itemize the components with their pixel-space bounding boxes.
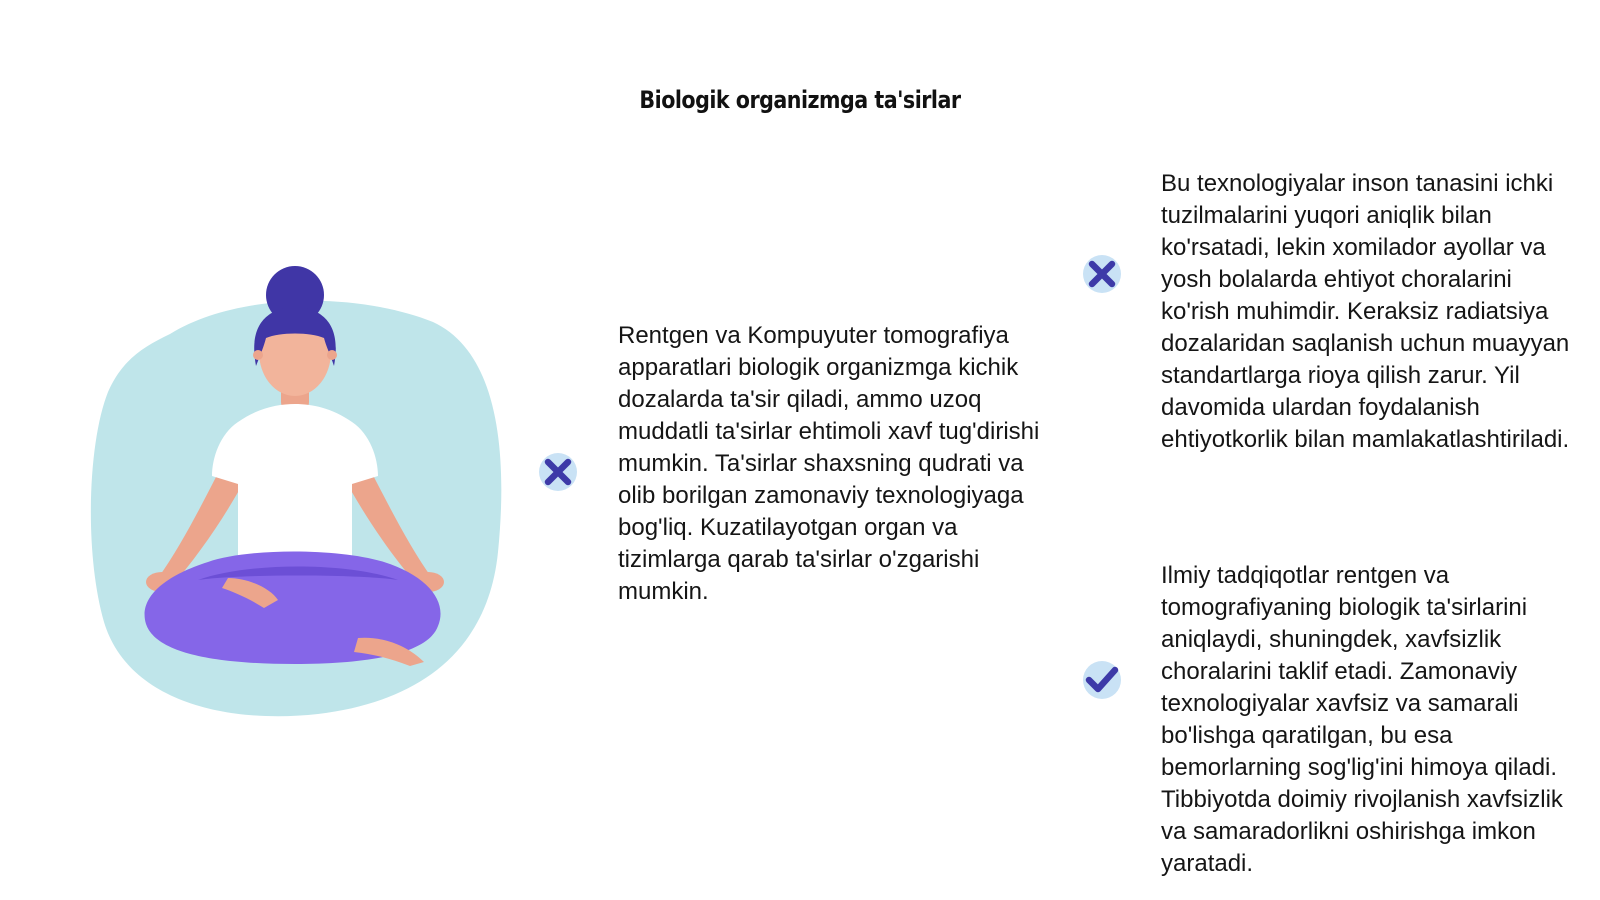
item-text-precautions: Bu texnologiyalar inson tanasini ichki tuzilmalarini yuqori aniqlik bilan ko'rsatadi, lekin xomilador ayollar va yosh bolalarda ehtiyot choralarini ko'rish muhimdir. Keraksiz radiatsiya dozalaridan saqlanish uchun muayyan standartlarga rioya qilish zarur. Yil davomida ulardan foydalanish ehtiyotkorlik bilan mamlakatlashtiriladi. bbox=[1161, 170, 1570, 453]
item-text-radiation-effects: Rentgen va Kompuyuter tomografiya apparatlari biologik organizmga kichik dozalarda ta'sir qiladi, ammo uzoq muddatli ta'sirlar ehtimoli xavf tug'dirishi mumkin. Ta'sirlar shaxsning qudrati va olib borilgan zamonaviy texnologiyaga bog'liq. Kuzatilayotgan organ va tizimlarga qarab ta'sirlar o'zgarishi mumkin. bbox=[618, 322, 1040, 605]
slide-title: Biologik organizmga ta'sirlar bbox=[639, 86, 961, 114]
cross-icon bbox=[536, 450, 580, 494]
cross-icon bbox=[1080, 252, 1124, 296]
item-text-research-safety: Ilmiy tadqiqotlar rentgen va tomografiyaning biologik ta'sirlarini aniqlaydi, shuningdek, xavfsizlik choralarini taklif etadi. Zamonaviy texnologiyalar xavfsiz va samarali bo'lishga qaratilgan, bu esa bemorlarning sog'lig'ini himoya qiladi. Tibbiyotda doimiy rivojlanish xavfsizlik va samaradorlikni oshirishga imkon yaratadi. bbox=[1161, 562, 1563, 877]
checkmark-icon bbox=[1080, 658, 1124, 702]
meditating-woman-illustration bbox=[88, 262, 508, 732]
